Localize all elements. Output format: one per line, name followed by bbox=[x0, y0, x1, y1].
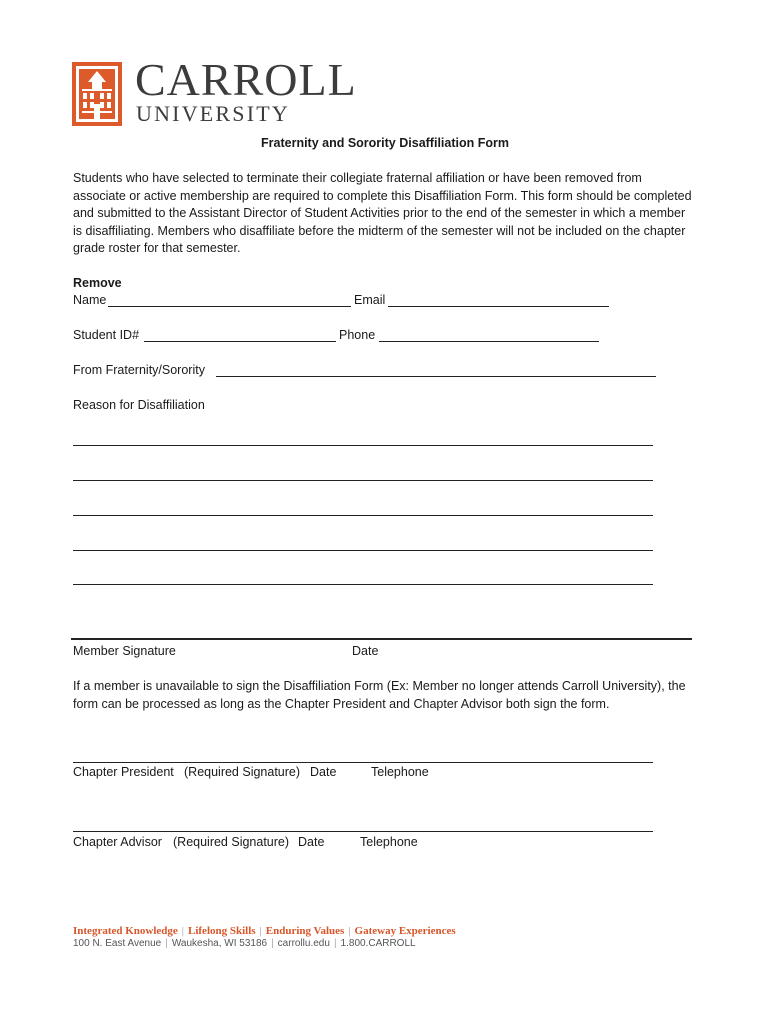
reason-line-2[interactable] bbox=[73, 480, 653, 481]
logo-wordmark-university: UNIVERSITY bbox=[136, 101, 290, 126]
advisor-label: Chapter Advisor bbox=[73, 835, 162, 849]
footer-tagline bbox=[73, 925, 456, 937]
email-label: Email bbox=[354, 293, 386, 307]
president-signature-line[interactable] bbox=[73, 762, 653, 763]
student-id-label: Student ID# bbox=[73, 328, 140, 342]
name-label: Name bbox=[73, 293, 107, 307]
address-street: 100 N. East Avenue bbox=[73, 938, 162, 949]
president-label: Chapter President bbox=[73, 765, 174, 779]
tower-building-icon bbox=[72, 62, 122, 126]
address-separator: | bbox=[271, 938, 274, 949]
president-date-label: Date bbox=[310, 765, 337, 779]
tagline-item: Lifelong Skills bbox=[188, 925, 256, 937]
reason-label: Reason for Disaffiliation bbox=[73, 398, 205, 412]
address-city: Waukesha, WI 53186 bbox=[171, 938, 268, 949]
reason-line-1[interactable] bbox=[73, 445, 653, 446]
president-required-note: (Required Signature) bbox=[184, 765, 301, 779]
member-signature-line[interactable] bbox=[71, 638, 692, 640]
phone-label: Phone bbox=[339, 328, 376, 342]
logo-wordmark-carroll: CARROLL bbox=[135, 54, 357, 105]
president-telephone-label: Telephone bbox=[371, 765, 429, 779]
org-field[interactable] bbox=[216, 376, 656, 377]
footer-address bbox=[73, 938, 416, 949]
advisor-required-note: (Required Signature) bbox=[173, 835, 290, 849]
address-separator: | bbox=[333, 938, 337, 949]
member-date-label: Date bbox=[352, 644, 379, 658]
reason-line-3[interactable] bbox=[73, 515, 653, 516]
advisor-signature-line[interactable] bbox=[73, 831, 653, 832]
member-signature-label: Member Signature bbox=[73, 644, 176, 658]
unavailable-note: If a member is unavailable to sign the Disaffiliation Form (Ex: Member no longer attends Carroll University), the form can be processed as long as the Chapter President and Chapter Advisor both sign the form. bbox=[73, 679, 686, 711]
section-heading-remove: Remove bbox=[73, 276, 122, 290]
form-title: Fraternity and Sorority Disaffiliation Form bbox=[261, 136, 509, 150]
tagline-item: Enduring Values bbox=[265, 925, 345, 937]
address-separator: | bbox=[165, 938, 168, 949]
advisor-telephone-label: Telephone bbox=[360, 835, 418, 849]
address-phone: 1.800.CARROLL bbox=[340, 938, 416, 949]
tagline-separator: | bbox=[181, 925, 184, 937]
advisor-date-label: Date bbox=[298, 835, 325, 849]
tagline-separator: | bbox=[259, 925, 262, 937]
org-label: From Fraternity/Sorority bbox=[73, 363, 205, 377]
reason-line-4[interactable] bbox=[73, 550, 653, 551]
tagline-item: Gateway Experiences bbox=[354, 925, 456, 937]
tagline-item: Integrated Knowledge bbox=[73, 925, 178, 937]
email-field[interactable] bbox=[388, 306, 609, 307]
reason-line-5[interactable] bbox=[73, 584, 653, 585]
name-field[interactable] bbox=[108, 306, 351, 307]
student-id-field[interactable] bbox=[144, 341, 336, 342]
tagline-separator: | bbox=[348, 925, 351, 937]
phone-field[interactable] bbox=[379, 341, 599, 342]
intro-paragraph: Students who have selected to terminate their collegiate fraternal affiliation or have been removed from associate or active membership are required to complete this Disaffiliation Form. This form should be completed and submitted to the Assistant Director of Student Activities prior to the end of the semester in which a member is disaffiliating. Members who disaffiliate before the midterm of the semester will not be included on the chapter grade roster for that semester. bbox=[73, 171, 692, 255]
address-website: carrollu.edu bbox=[277, 938, 330, 949]
